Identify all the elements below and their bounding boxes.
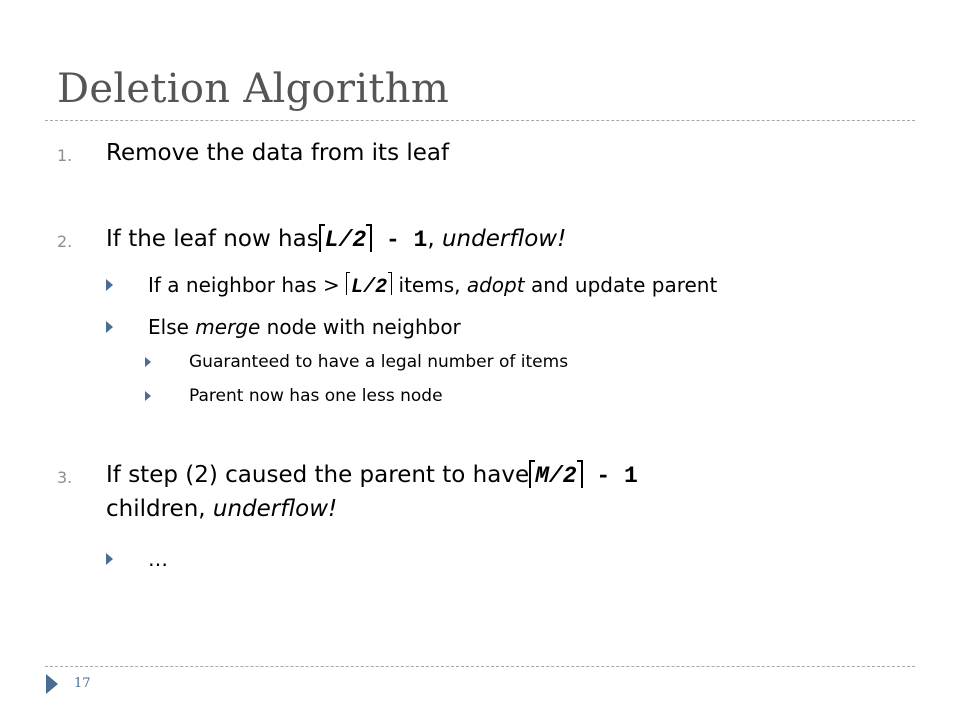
ceil-expr: L/2 [351,276,388,299]
step-line2-text: children, [106,496,213,522]
bullet-text: … [148,547,168,571]
step-suffix-italic: underflow! [441,226,567,252]
step-prefix: If step (2) caused the parent to have [106,462,530,488]
bullet-arrow-icon [145,357,151,367]
step-prefix: If the leaf now has [106,226,319,252]
step-suffix-text: , [427,226,442,252]
bullet-italic: merge [195,315,261,339]
bullet-post: items, [392,273,467,297]
bullet-text [148,315,461,339]
ceiling-expression [529,462,582,489]
footer-triangle-icon [46,674,58,694]
ceiling-expression [346,273,392,299]
sub-bullet-text: Parent now has one less node [189,386,443,406]
bullet-arrow-icon [106,553,113,565]
bullet-italic: adopt [466,273,525,297]
bullet-post: node with neighbor [260,315,461,339]
bullet-arrow-icon [145,391,151,401]
bullet-text [148,273,717,299]
step-text: Remove the data from its leaf [106,140,450,166]
step-suffix-mono: - 1 [582,463,638,489]
title-divider [45,120,915,121]
step-line2-italic: underflow! [212,496,338,522]
step-number: 3. [57,468,73,487]
bullet-arrow-icon [106,279,113,291]
slide-title: Deletion Algorithm [57,66,450,112]
bullet-arrow-icon [106,321,113,333]
bullet-post: and update parent [524,273,718,297]
sub-bullet-text: Guaranteed to have a legal number of items [189,352,569,372]
bullet-pre: If a neighbor has > [148,273,347,297]
step-text [106,226,566,253]
step-number: 1. [57,146,73,165]
step-number: 2. [57,232,73,251]
page-number: 17 [74,676,91,691]
step-text-line-2 [106,496,337,522]
step-text [106,462,638,489]
bullet-pre: Else [148,315,196,339]
ceiling-expression [319,226,372,253]
footer-divider [45,666,915,667]
ceil-expr: L/2 [324,227,367,253]
step-suffix-mono: - 1 [372,227,428,253]
ceil-expr: M/2 [535,463,577,489]
